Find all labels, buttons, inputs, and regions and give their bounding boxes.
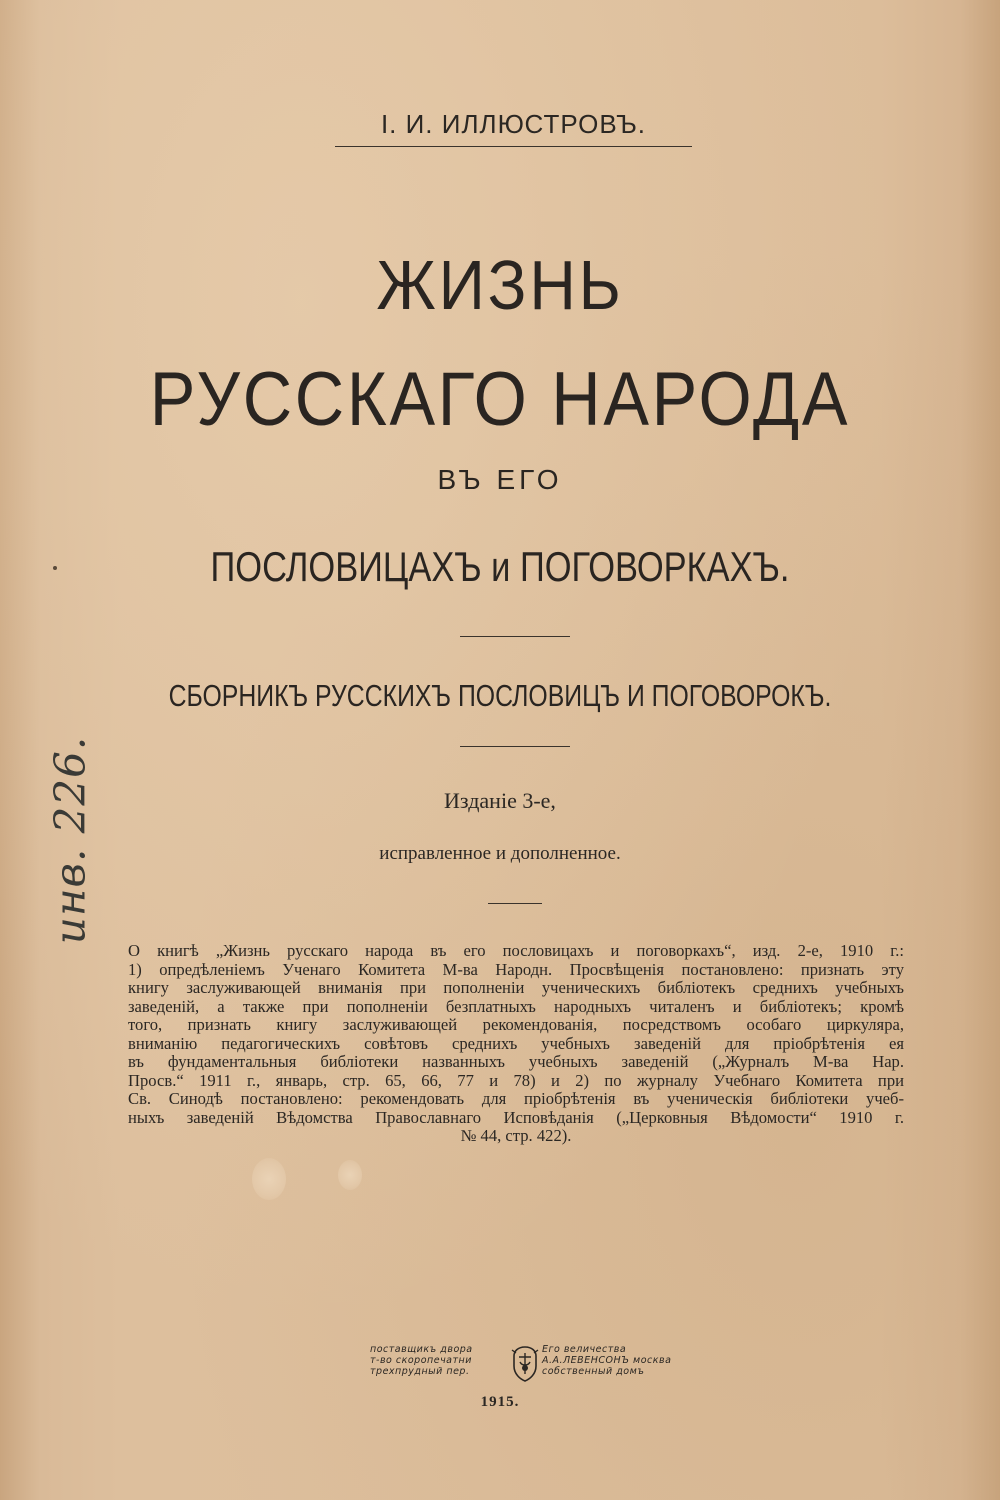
- imprint-line: Его величества: [542, 1344, 627, 1355]
- author-block: [335, 108, 692, 147]
- review-line: № 44, стр. 422).: [460, 1127, 572, 1145]
- review-line: въ фундаментальныя библiотеки названныхъ учебныхъ заведенiй („Журналъ М-ва Нар.: [128, 1053, 904, 1071]
- review-line: О книгѣ „Жизнь русскаго народа въ его пословицахъ и поговоркахъ“, изд. 2-е, 1910 г.:: [128, 942, 904, 960]
- review-line: 1) опредѣленiемъ Ученаго Комитета М-ва Народн. Просвѣщенiя постановлено: признать эту: [128, 960, 904, 979]
- review-line: книгу заслуживающей вниманiя при пополненiи ученическихъ библiотекъ среднихъ учебныхъ: [128, 979, 904, 997]
- paper-stain: [252, 1158, 286, 1200]
- review-line: ныхъ заведенiй Вѣдомства Православнаго Исповѣданiя („Церковныя Вѣдомости“ 1910 г.: [128, 1108, 904, 1127]
- imprint-left-text: [370, 1344, 510, 1377]
- imprint-line: т-во скоропечатни: [370, 1355, 472, 1366]
- margin-mark: [53, 566, 57, 570]
- review-line: вниманiю педагогическихъ совѣтовъ среднихъ учебныхъ заведенiй для прiобрѣтенiя ея: [128, 1034, 904, 1053]
- divider-rule: [488, 903, 542, 904]
- review-line: Просв.“ 1911 г., январь, стр. 65, 66, 77 и 78) и 2) по журналу Учебнаго Комитета при: [128, 1071, 904, 1090]
- printer-imprint: [370, 1344, 670, 1386]
- imprint-line: А.А.ЛЕВЕНСОНЪ москва: [542, 1355, 672, 1366]
- review-paragraph: [128, 942, 904, 1146]
- paper-stain: [338, 1160, 362, 1190]
- title-line-1: ЖИЗНЬ: [376, 246, 624, 324]
- edition-number: Изданie 3-e,: [444, 788, 556, 813]
- inventory-stamp: инв. 226.: [45, 735, 95, 945]
- review-line: заведенiй, а также при пополненiи безплатныхъ народныхъ читаленъ и библiотекъ; кромѣ: [128, 997, 904, 1016]
- imprint-right-text: [542, 1344, 674, 1377]
- edition-note: исправленное и дополненное.: [379, 843, 621, 864]
- title-line-3: ВЪ ЕГО: [437, 464, 563, 495]
- author-name: I. И. ИЛЛЮСТРОВЪ.: [380, 109, 647, 139]
- coat-of-arms-icon: [508, 1344, 542, 1384]
- review-line: Св. Синодѣ постановлено: рекомендовать для прiобрѣтенiя въ ученическiя библiотеки учеб-: [128, 1090, 904, 1108]
- imprint-line: собственный домъ: [542, 1366, 645, 1377]
- imprint-line: поставщикъ двора: [370, 1344, 473, 1355]
- divider-rule: [460, 636, 570, 637]
- subtitle: СБОРНИКЪ РУССКИХЪ ПОСЛОВИЦЪ И ПОГОВОРОКЪ.: [168, 678, 832, 713]
- title-line-4: ПОСЛОВИЦАХЪ и ПОГОВОРКАХЪ.: [210, 543, 790, 590]
- imprint-line: трехпрудный пер.: [370, 1366, 470, 1377]
- title-line-2: РУССКАГО НАРОДА: [149, 357, 851, 442]
- author-underline: [335, 146, 692, 147]
- divider-rule: [460, 746, 570, 747]
- publication-year: 1915.: [480, 1394, 520, 1410]
- review-line: того, признать книгу заслуживающей рекомендованiя, посредствомъ особаго циркуляра,: [128, 1016, 904, 1034]
